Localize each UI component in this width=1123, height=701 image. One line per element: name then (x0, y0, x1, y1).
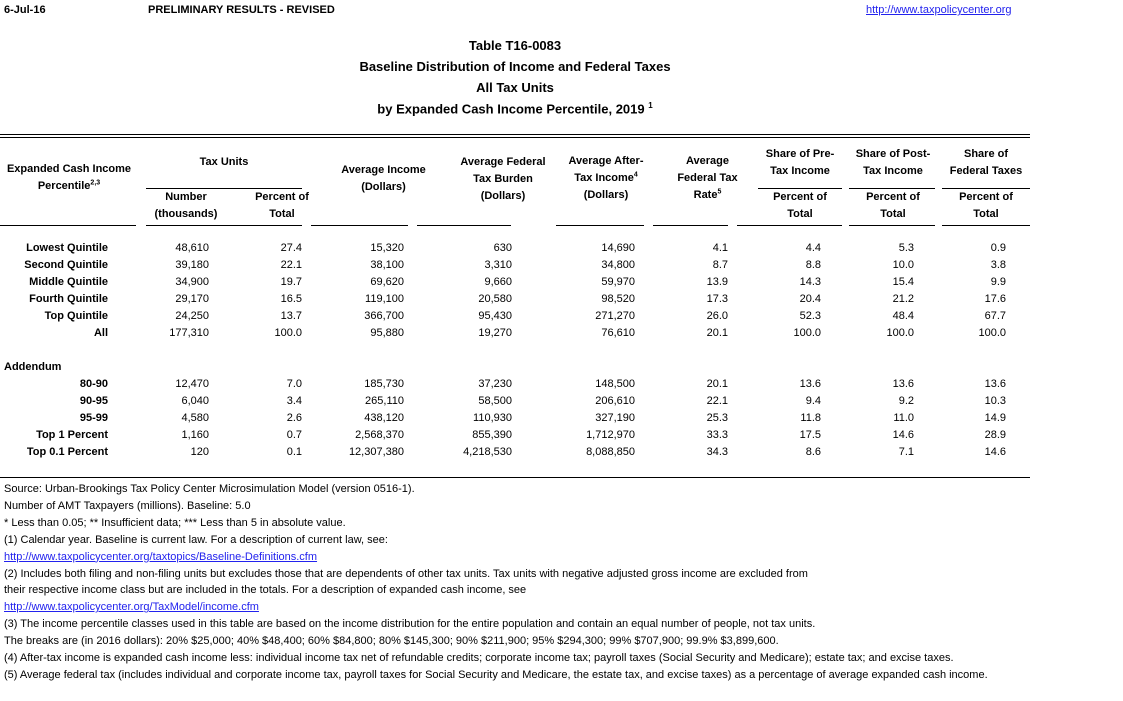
footnotes (4, 481, 988, 684)
col-header-line: Total (787, 208, 813, 220)
cell-share-pre: 52.3 (799, 310, 821, 322)
col-header-line (0, 178, 138, 195)
table-row (0, 259, 1030, 276)
cell-number: 177,310 (169, 327, 209, 339)
cell-number: 4,580 (181, 412, 209, 424)
cell-share-post: 100.0 (886, 327, 914, 339)
table-subtitle: All Tax Units (476, 80, 554, 95)
cell-share-post: 21.2 (892, 293, 914, 305)
cell-share-fed: 67.7 (984, 310, 1006, 322)
row-label: All (93, 327, 108, 339)
cell-avg-fed-tax: 37,230 (478, 378, 512, 390)
cell-avg-rate: 8.7 (712, 259, 728, 271)
row-label: 95-99 (79, 412, 108, 424)
cell-pct-units: 100.0 (274, 327, 302, 339)
subtitle-text: by Expanded Cash Income Percentile, 2019 (377, 101, 645, 117)
col-header-line: Average (685, 155, 729, 167)
footnote-2b: their respective income class but are included in the totals. For a description of expanded cash income, see (4, 584, 527, 597)
footnote-ref: 4 (633, 171, 638, 179)
col-header-line: Federal Tax (677, 172, 738, 184)
cell-avg-fed-tax: 110,930 (473, 412, 512, 424)
col-header-share-post (848, 146, 938, 180)
tpc-website-link[interactable]: http://www.taxpolicycenter.org (866, 4, 1012, 16)
col-subheader-share-fed (940, 189, 1032, 223)
col-header-text: Percentile (37, 180, 91, 192)
col-header-line: Percent of (959, 191, 1013, 203)
col-header-line (665, 187, 750, 204)
cell-share-pre: 4.4 (805, 242, 821, 254)
cell-avg-fed-tax: 3,310 (484, 259, 512, 271)
header-rule-bottom (311, 225, 408, 226)
cell-pct-units: 0.7 (286, 429, 302, 441)
table-row (0, 276, 1030, 293)
cell-share-pre: 8.8 (805, 259, 821, 271)
col-header-line: Average Federal (460, 156, 546, 168)
col-header-line: Number (165, 191, 207, 203)
cell-avg-fed-tax: 19,270 (478, 327, 512, 339)
cell-share-fed: 14.6 (984, 446, 1006, 458)
row-label: 90-95 (79, 395, 108, 407)
table-row (0, 327, 1030, 344)
row-label: Top 1 Percent (36, 429, 108, 441)
cell-avg-fed-tax: 58,500 (478, 395, 512, 407)
col-header-percentile (0, 161, 138, 195)
cell-share-fed: 9.9 (990, 276, 1006, 288)
table-row (0, 310, 1030, 327)
cell-pct-units: 7.0 (286, 378, 302, 390)
header-rule-bottom (417, 225, 511, 226)
footnote-3b: The breaks are (in 2016 dollars): 20% $25,000; 40% $48,400; 60% $84,800; 80% $145,300; 90% $211,900; 95% $294,300; 99% $707,900; 99.9% $3,899,600. (4, 635, 779, 648)
col-subheader-share-post (848, 189, 938, 223)
table-row (0, 395, 1030, 412)
col-subheader-share-pre (756, 189, 844, 223)
col-header-line: (Dollars) (583, 189, 629, 201)
cell-avg-fed-tax: 4,218,530 (463, 446, 512, 458)
cell-pct-units: 22.1 (280, 259, 302, 271)
cell-avg-income: 38,100 (370, 259, 404, 271)
cell-avg-after-tax: 76,610 (601, 327, 635, 339)
col-header-avg-rate (665, 153, 750, 204)
cell-pct-units: 3.4 (286, 395, 302, 407)
cell-share-pre: 17.5 (799, 429, 821, 441)
cell-number: 34,900 (175, 276, 209, 288)
col-header-line: Share of Pre- (765, 148, 835, 160)
cell-avg-rate: 25.3 (706, 412, 728, 424)
cell-pct-units: 27.4 (280, 242, 302, 254)
footnote-2a: (2) Includes both filing and non-filing units but excludes those that are dependents of other tax units. Tax units with negative adjusted gross income are excluded from (4, 567, 808, 580)
cell-avg-rate: 22.1 (706, 395, 728, 407)
table-row (0, 293, 1030, 310)
col-header-line: Total (973, 208, 999, 220)
cell-share-fed: 28.9 (984, 429, 1006, 441)
footnote-5: (5) Average federal tax (includes individual and corporate income tax, payroll taxes for Social Security and Medicare, the estate tax, and excise taxes) as a percentage of average expanded cash income. (4, 668, 988, 681)
col-header-line: Percent of (866, 191, 920, 203)
cell-share-fed: 13.6 (984, 378, 1006, 390)
footnote-4: (4) After-tax income is expanded cash income less: individual income tax net of refundable credits; corporate income tax; payroll taxes (Social Security and Medicare); estate tax; and excise taxes. (4, 652, 954, 665)
col-header-line (556, 170, 656, 187)
footnote-ref: 5 (717, 188, 722, 196)
table-number: Table T16-0083 (468, 38, 562, 53)
report-status: PRELIMINARY RESULTS - REVISED (148, 4, 335, 16)
cell-number: 1,160 (181, 429, 209, 441)
cell-avg-rate: 17.3 (706, 293, 728, 305)
footnote-1: (1) Calendar year. Baseline is current law. For a description of current law, see: (4, 533, 388, 546)
cell-share-fed: 0.9 (990, 242, 1006, 254)
cell-pct-units: 2.6 (286, 412, 302, 424)
footnote-3a: (3) The income percentile classes used in this table are based on the income distribution for the entire population and contain an equal number of people, not tax units. (4, 618, 816, 631)
cell-avg-income: 438,120 (364, 412, 404, 424)
col-header-line: (Dollars) (480, 190, 526, 202)
cell-avg-after-tax: 327,190 (595, 412, 635, 424)
cell-share-post: 5.3 (898, 242, 914, 254)
header-rule-bottom (653, 225, 728, 226)
cell-share-fed: 17.6 (984, 293, 1006, 305)
cell-avg-after-tax: 206,610 (595, 395, 635, 407)
header-rule-bottom (737, 225, 842, 226)
cell-share-fed: 10.3 (984, 395, 1006, 407)
col-header-line: Tax Income (863, 165, 923, 177)
cell-number: 29,170 (175, 293, 209, 305)
cell-avg-rate: 20.1 (706, 327, 728, 339)
cell-share-pre: 20.4 (799, 293, 821, 305)
col-header-line: Expanded Cash Income (6, 163, 132, 175)
col-header-line: Average After- (568, 155, 644, 167)
header-rule-top (0, 134, 1030, 135)
cell-share-pre: 8.6 (805, 446, 821, 458)
report-date: 6-Jul-16 (4, 4, 46, 16)
cell-avg-after-tax: 98,520 (601, 293, 635, 305)
cell-avg-income: 185,730 (364, 378, 404, 390)
col-header-text: Rate (693, 189, 718, 201)
cell-avg-after-tax: 14,690 (601, 242, 635, 254)
col-header-line: (Dollars) (361, 181, 406, 193)
cell-avg-rate: 20.1 (706, 378, 728, 390)
cell-avg-rate: 4.1 (712, 242, 728, 254)
table-row (0, 412, 1030, 429)
cell-pct-units: 19.7 (280, 276, 302, 288)
cell-share-post: 11.0 (893, 412, 914, 424)
cell-avg-income: 2,568,370 (355, 429, 404, 441)
col-group-tax-units: Tax Units (199, 156, 249, 168)
table-subtitle-2 (0, 101, 1030, 116)
row-label: Lowest Quintile (26, 242, 108, 254)
cell-share-post: 7.1 (898, 446, 914, 458)
source-note: Source: Urban-Brookings Tax Policy Center Microsimulation Model (version 0516-1). (4, 483, 415, 495)
cell-share-fed: 3.8 (990, 259, 1006, 271)
legend-note: * Less than 0.05; ** Insufficient data; *** Less than 5 in absolute value. (4, 516, 346, 529)
cell-pct-units: 16.5 (280, 293, 302, 305)
cell-share-pre: 14.3 (799, 276, 821, 288)
header-rule-bottom (556, 225, 644, 226)
row-label: Top 0.1 Percent (26, 446, 108, 458)
col-header-text: Tax Income (574, 172, 634, 184)
cell-share-post: 9.2 (898, 395, 914, 407)
cell-avg-fed-tax: 855,390 (472, 429, 512, 441)
cell-share-pre: 9.4 (805, 395, 821, 407)
cell-avg-income: 366,700 (364, 310, 404, 322)
col-header-avg-after-tax (556, 153, 656, 204)
col-header-number (146, 189, 226, 223)
cell-avg-fed-tax: 95,430 (478, 310, 512, 322)
table-title: Baseline Distribution of Income and Federal Taxes (359, 59, 671, 74)
row-label: Fourth Quintile (29, 293, 108, 305)
col-header-line: Tax Income (770, 165, 830, 177)
cell-avg-rate: 13.9 (706, 276, 728, 288)
cell-share-post: 15.4 (892, 276, 914, 288)
cell-share-fed: 14.9 (984, 412, 1006, 424)
cell-avg-after-tax: 148,500 (595, 378, 635, 390)
cell-avg-fed-tax: 20,580 (478, 293, 512, 305)
cell-share-post: 10.0 (892, 259, 914, 271)
cell-number: 48,610 (175, 242, 209, 254)
col-header-line: Share of Post- (855, 148, 931, 160)
col-header-line: Share of (963, 148, 1008, 160)
row-label: 80-90 (79, 378, 108, 390)
cell-number: 12,470 (175, 378, 209, 390)
footnote-ref: 1 (648, 101, 653, 110)
amt-note: Number of AMT Taxpayers (millions). Baseline: 5.0 (4, 499, 251, 512)
table-row (0, 242, 1030, 259)
table-bottom-rule (0, 477, 1030, 478)
row-label: Top Quintile (44, 310, 108, 322)
col-header-line: (thousands) (154, 208, 218, 220)
col-header-line: Total (880, 208, 906, 220)
col-header-share-pre (756, 146, 844, 180)
cell-avg-income: 95,880 (370, 327, 404, 339)
cell-avg-rate: 33.3 (706, 429, 728, 441)
addendum-label: Addendum (4, 361, 62, 373)
cell-share-post: 48.4 (892, 310, 914, 322)
cell-avg-after-tax: 1,712,970 (586, 429, 635, 441)
col-header-line: Federal Taxes (949, 165, 1023, 177)
cell-share-fed: 100.0 (978, 327, 1006, 339)
footnote-ref: 2,3 (90, 179, 101, 187)
header-rule-bottom (942, 225, 1030, 226)
income-model-link[interactable]: http://www.taxpolicycenter.org/TaxModel/income.cfm (4, 601, 259, 614)
cell-number: 39,180 (175, 259, 209, 271)
col-header-line: Percent of (255, 191, 309, 203)
cell-avg-rate: 34.3 (706, 446, 728, 458)
cell-share-post: 14.6 (892, 429, 914, 441)
cell-number: 120 (190, 446, 209, 458)
col-header-line: Tax Burden (473, 173, 533, 185)
cell-avg-after-tax: 8,088,850 (586, 446, 635, 458)
cell-avg-after-tax: 34,800 (601, 259, 635, 271)
cell-avg-after-tax: 271,270 (595, 310, 635, 322)
col-header-line: Percent of (773, 191, 827, 203)
cell-avg-income: 265,110 (365, 395, 404, 407)
table-row (0, 446, 1030, 463)
header-rule-bottom (849, 225, 935, 226)
baseline-definitions-link[interactable]: http://www.taxpolicycenter.org/taxtopics/Baseline-Definitions.cfm (4, 550, 318, 563)
table-row (0, 378, 1030, 395)
cell-share-pre: 13.6 (799, 378, 821, 390)
cell-avg-income: 69,620 (370, 276, 404, 288)
cell-pct-units: 13.7 (280, 310, 302, 322)
header-rule-top-2 (0, 137, 1030, 138)
cell-avg-after-tax: 59,970 (601, 276, 635, 288)
col-header-line: Average Income (341, 164, 426, 176)
cell-avg-fed-tax: 9,660 (484, 276, 512, 288)
cell-number: 6,040 (181, 395, 209, 407)
cell-avg-rate: 26.0 (706, 310, 728, 322)
col-header-line: Total (269, 208, 295, 220)
col-header-share-fed (940, 146, 1032, 180)
table-row (0, 429, 1030, 446)
row-label: Middle Quintile (29, 276, 108, 288)
cell-avg-income: 119,100 (365, 293, 404, 305)
cell-share-pre: 100.0 (793, 327, 821, 339)
cell-avg-income: 15,320 (370, 242, 404, 254)
header-rule-bottom (0, 225, 136, 226)
header-rule-bottom (146, 225, 302, 226)
row-label: Second Quintile (24, 259, 108, 271)
cell-share-pre: 11.8 (800, 412, 821, 424)
cell-number: 24,250 (175, 310, 209, 322)
cell-avg-fed-tax: 630 (493, 242, 512, 254)
cell-pct-units: 0.1 (286, 446, 302, 458)
cell-share-post: 13.6 (892, 378, 914, 390)
cell-avg-income: 12,307,380 (348, 446, 404, 458)
